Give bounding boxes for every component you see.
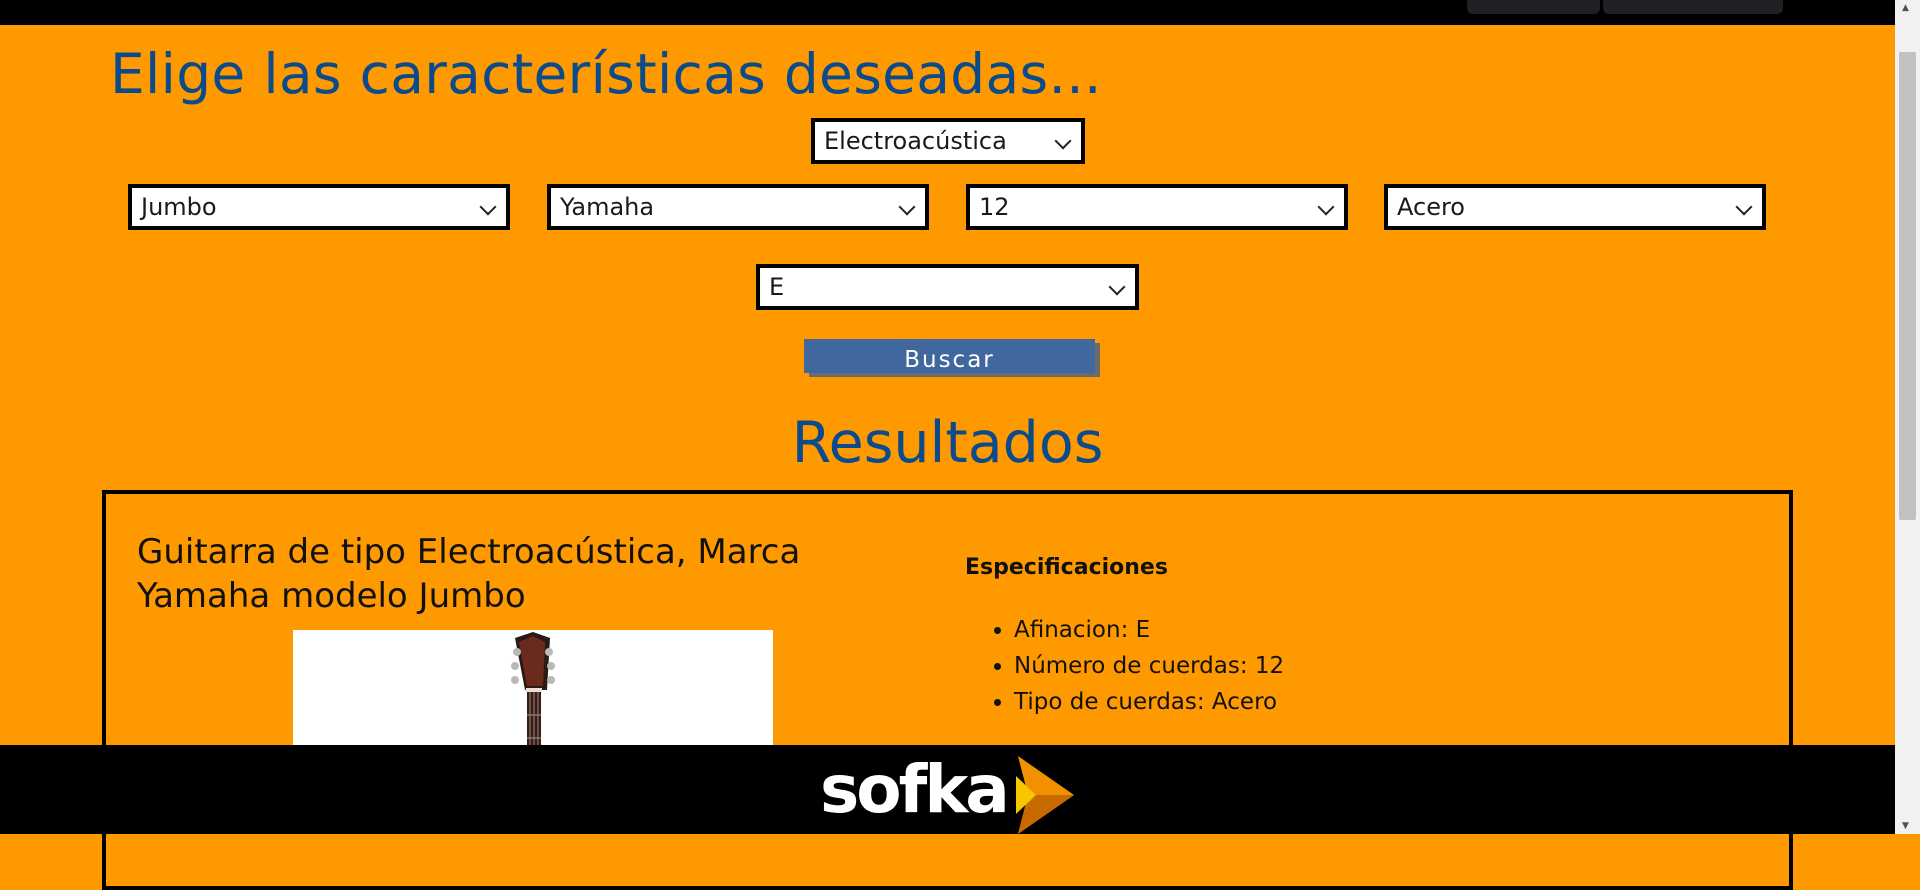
scrollbar-thumb[interactable]: [1899, 52, 1916, 520]
scroll-up-icon[interactable]: ▲: [1902, 3, 1909, 13]
afinacion-select[interactable]: [756, 264, 1139, 310]
chevron-down-icon: [1318, 199, 1335, 216]
sofka-logo-text: sofka: [820, 751, 1007, 828]
tipo-select-value: Electroacústica: [824, 127, 1007, 155]
guitar-headstock-icon: [293, 630, 773, 750]
guitar-image: [293, 630, 773, 750]
chevron-down-icon: [899, 199, 916, 216]
sofka-logo-icon: [1010, 756, 1074, 834]
specs-title: Especificaciones: [965, 555, 1168, 580]
afinacion-select-value: E: [769, 273, 785, 301]
browser-top-bar: [0, 0, 1895, 25]
material-select[interactable]: [1384, 184, 1766, 230]
vertical-scrollbar[interactable]: [1895, 0, 1920, 834]
tipo-select[interactable]: [811, 118, 1085, 164]
results-title: Resultados: [791, 410, 1104, 476]
browser-tab[interactable]: [1467, 0, 1600, 14]
spec-item: • Afinacion: E: [1014, 612, 1284, 648]
page-title: Elige las características deseadas...: [110, 42, 1102, 106]
scroll-down-icon[interactable]: ▼: [1902, 821, 1909, 831]
spec-item: • Tipo de cuerdas: Acero: [1014, 684, 1284, 720]
spec-item: • Número de cuerdas: 12: [1014, 648, 1284, 684]
modelo-select-value: Jumbo: [141, 193, 217, 221]
browser-tab[interactable]: [1603, 0, 1783, 14]
cuerdas-select[interactable]: [966, 184, 1348, 230]
cuerdas-select-value: 12: [979, 193, 1010, 221]
chevron-down-icon: [1736, 199, 1753, 216]
modelo-select[interactable]: [128, 184, 510, 230]
material-select-value: Acero: [1397, 193, 1465, 221]
marca-select-value: Yamaha: [560, 193, 655, 221]
buscar-button[interactable]: Buscar: [804, 339, 1095, 373]
marca-select[interactable]: [547, 184, 929, 230]
specs-list: [965, 612, 1284, 720]
chevron-down-icon: [480, 199, 497, 216]
result-card-title: Guitarra de tipo Electroacústica, Marca Yamaha modelo Jumbo: [137, 532, 801, 616]
chevron-down-icon: [1109, 279, 1126, 296]
chevron-down-icon: [1055, 133, 1072, 150]
